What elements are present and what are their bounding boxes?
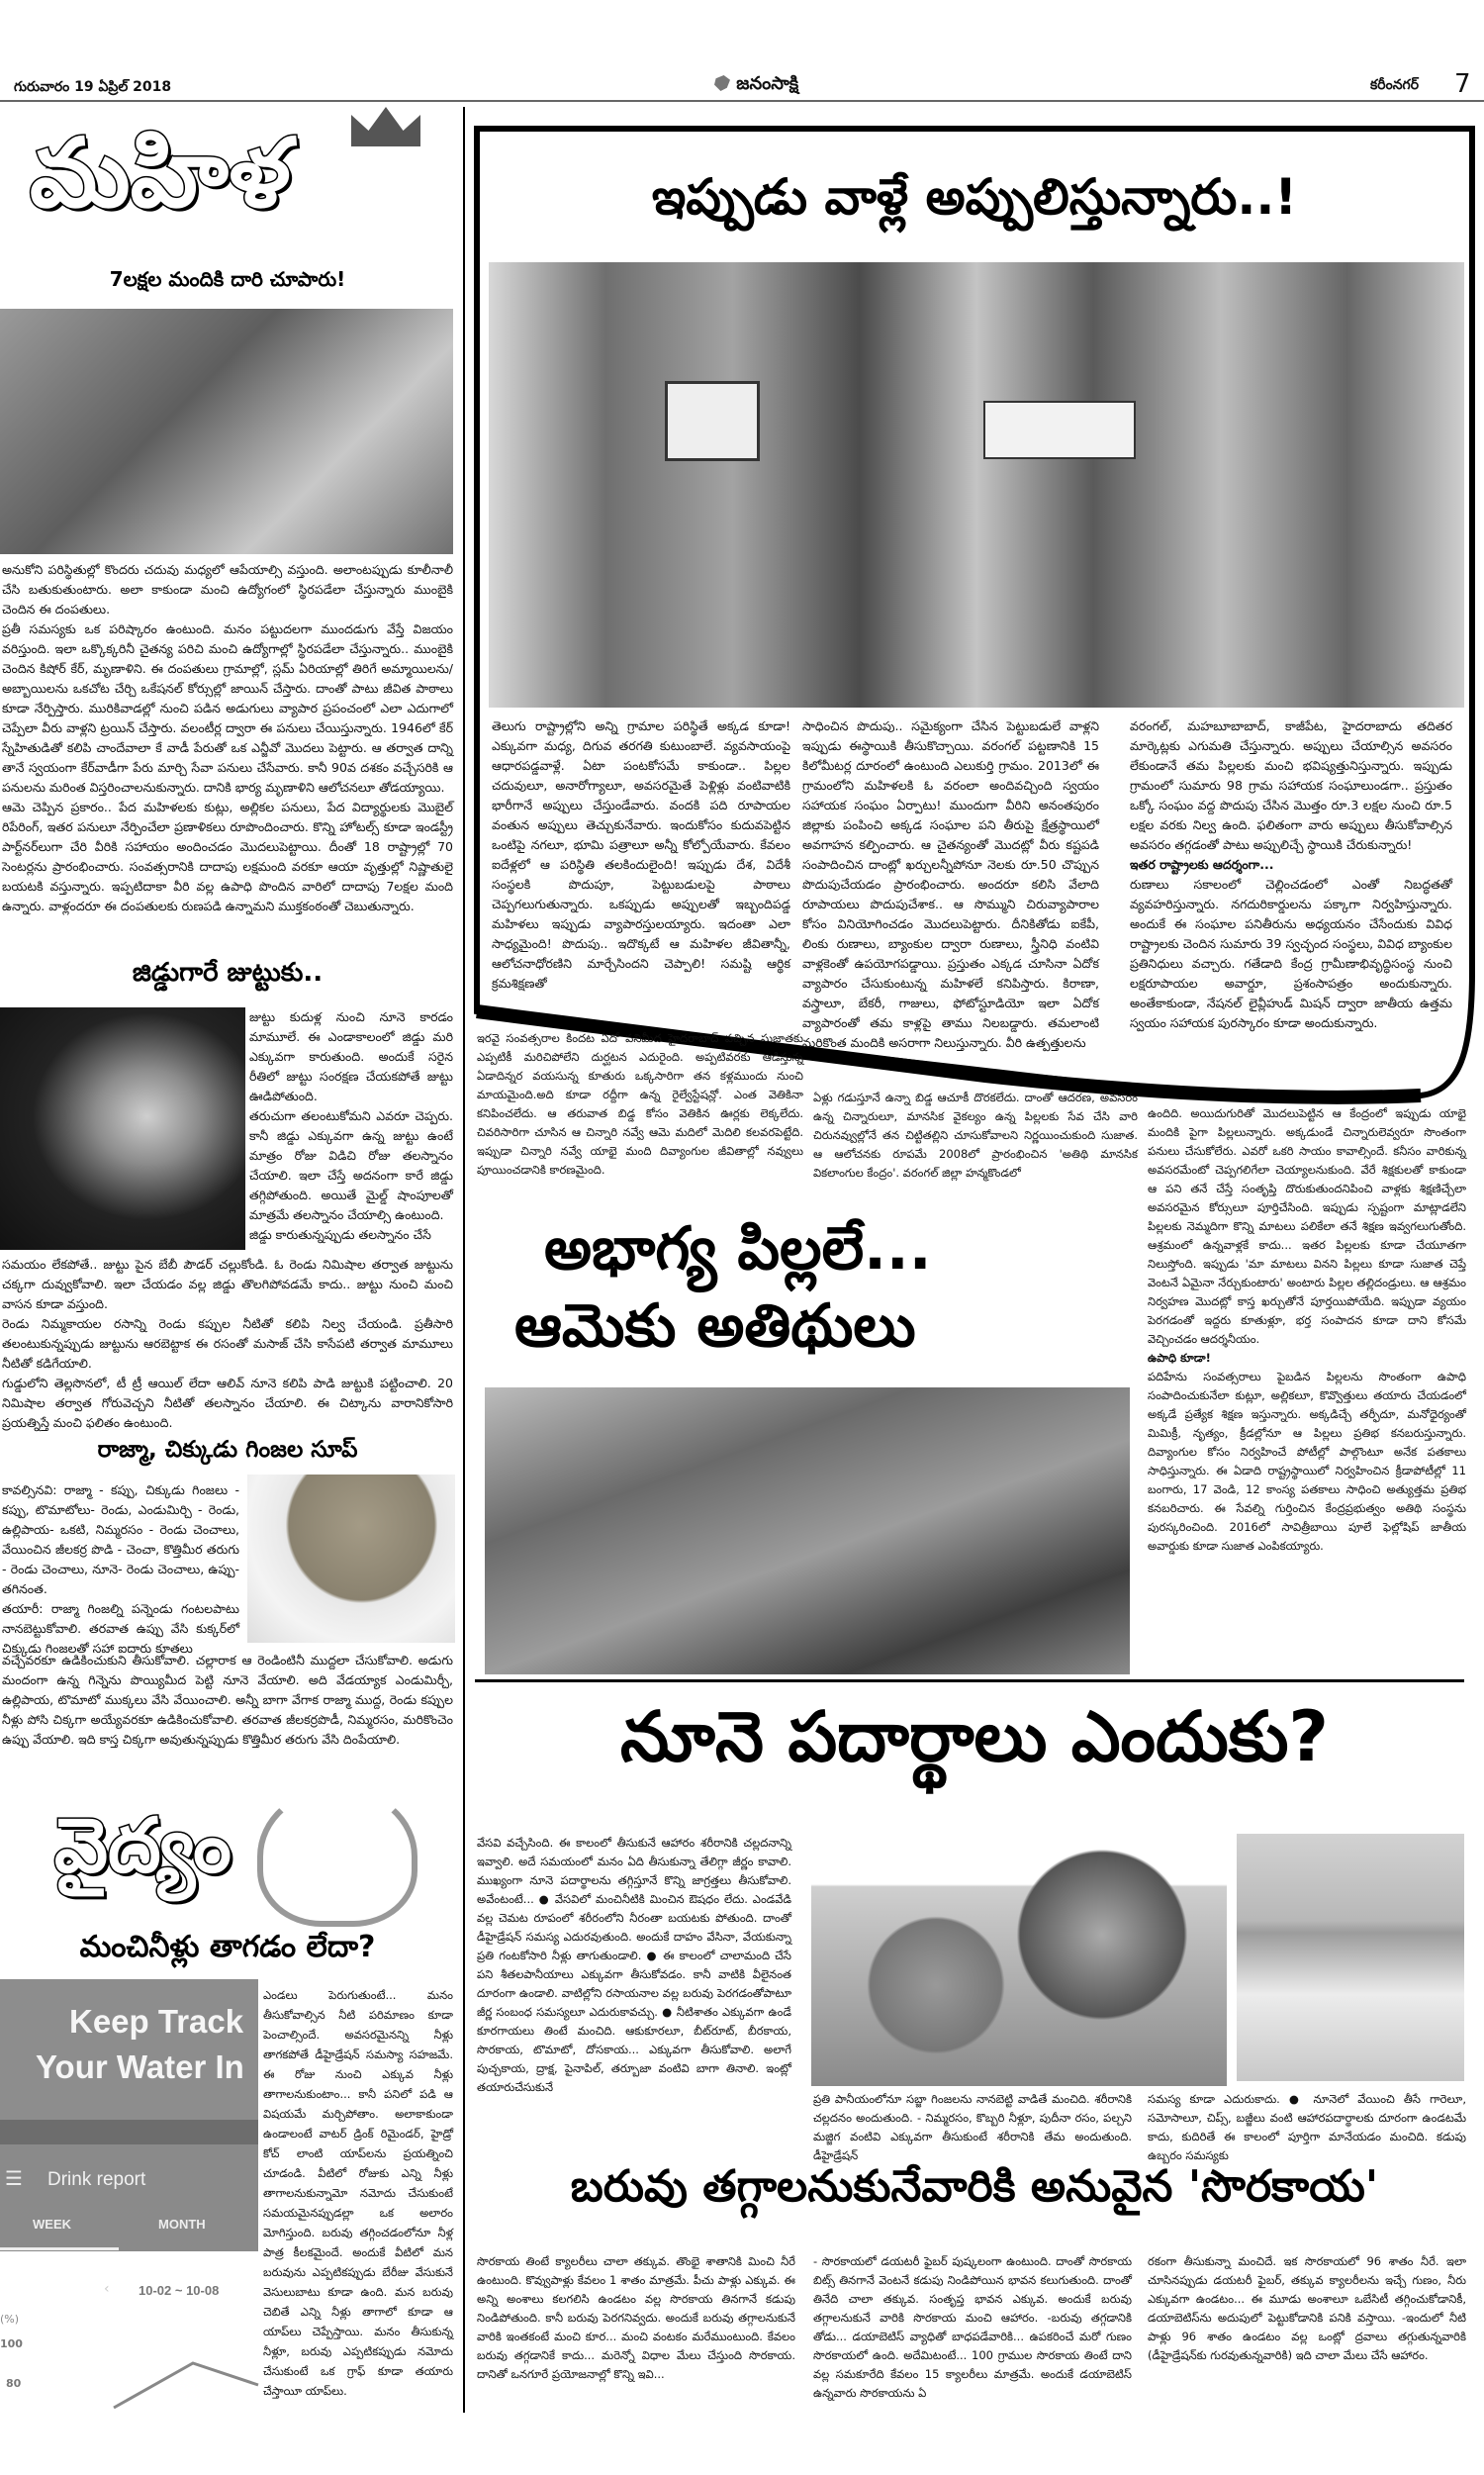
guests-heading-line2: ఆమెకు అతిథులు bbox=[514, 1291, 916, 1361]
guests-col-1: ఇరవై సంవత్సరాల కిందట ఏదో పనిమీద హైదరాబాద్ వచ్చిన సుజాతకు ఎప్పటికీ మరిచిపోలేని దుర్ఘటన ఎదురైంది. అప్పటివరకు ఆడిస్తున్న ఏడాదిన్నర వయసున్న కూతురు ఒక్కసారిగా తన కళ్లముందు నుంచి మాయమైంది.అది కూడా రద్దీగా ఉన్న రైల్వేస్టేషన్లో. ఎంత వెతికినా కనిపించలేదు. ఆ తరువాత బిడ్డ కోసం వెతికిన ఊర్లకు లెక్కలేదు. చివరిసారిగా చూసిన ఆ చిన్నారి నవ్వే ఆమె మదిలో మెదిలి కలవరపెట్టేది. ఇప్పుడా చిన్నారి నవ్వే యాభై మంది దివ్యాంగుల జీవితాల్లో నవ్వులు పూయించడానికి కారణమైంది. bbox=[477, 1031, 803, 1177]
certificate bbox=[665, 381, 760, 461]
loans-subhead: ఇతర రాష్ట్రాలకు ఆదర్శంగా... bbox=[1130, 857, 1274, 872]
hair-side-text: జుట్టు కుదుళ్ల నుంచి నూనె కారడం మామూలే. ఈ ఎండాకాలంలో జిడ్డు మరి ఎక్కువగా కారుతుంది. అందుకే సరైన రీతిలో జుట్టు సంరక్షణ చేయకపోతే జుట్టు ఊడిపోతుంది. తరుచుగా తలంటుకోమని ఎవరూ చెప్పరు. కానీ జిడ్డు ఎక్కువగా ఉన్న జుట్టు ఉంటే మాత్రం రోజు విడిచి రోజు తలస్నానం చేయాలి. ఇలా చేస్తే అదనంగా కారే జిడ్డు తగ్గిపోతుంది. అయితే మైల్డ్ షాంపూలతో మాత్రమే తలస్నానం చేయాల్సి ఉంటుంది. జిడ్డు కారుతున్నప్పుడు తలస్నానం చేసే bbox=[249, 1009, 453, 1242]
water-article-body: ఎండలు పెరుగుతుంటే... మనం తీసుకోవాల్సిన నీటి పరిమాణం కూడా పెంచాల్సిందే. అవసరమైనన్ని నీళ్లు తాగకపోతే డీహైడ్రేషన్ సమస్యా సహజమే. ఈ రోజు నుంచి ఎక్కువ నీళ్లు తాగాలనుకుంటాం... కానీ పనిలో పడి ఆ విషయమే మర్చిపోతాం. అలాకాకుండా ఉండాలంటే వాటర్ డ్రింక్ రిమైండర్, హైడ్రో కోచ్ లాంటి యాప్‌లను ప్రయత్నించి చూడండి. వీటిలో రోజుకు ఎన్ని నీళ్లు తాగాలనుకున్నామో నమోదు చేసుకుంటే సమయమైనప్పుడల్లా ఒక అలారం మోగిస్తుంది. బరువు తగ్గించడంలోనూ నీళ్ల పాత్ర కీలకమైందే. అందుకే వీటిలో మన బరువును ఎప్పటికప్పుడు బేరీజు వేసుకునే వెసులుబాటు కూడా ఉంది. మన బరువు చెబితే ఎన్ని నీళ్లు తాగాలో కూడా ఆ యాప్‌లు చెప్పేస్తాయి. మనం తీసుకున్న నీళ్లూ, బరువు ఎప్పటికప్పుడు నమోదు చేసుకుంటే ఒక గ్రాఫ్ కూడా తయారు చేస్తాయీ యాప్‌లు. bbox=[263, 1988, 453, 2398]
oil-heading: నూనె పదార్థాలు ఎందుకు? bbox=[619, 1696, 1330, 1777]
loans-heading: ఇప్పుడు వాళ్లే అప్పులిస్తున్నారు..! bbox=[651, 168, 1298, 226]
drink-line-chart bbox=[0, 2355, 258, 2410]
guests-col-3: ఉందిది. అయిదుగురితో మొదలుపెట్టిన ఆ కేంద్రంలో ఇప్పుడు యాభై మందికి పైగా పిల్లలున్నారు. అక్కడుండే చిన్నారులెవ్వరూ సొంతంగా పనులు చేసుకోలేరు. ఎవరో ఒకరి సాయం కావాల్సిందే. కనీసం వారికున్న అవసరమేంటో చెప్పగలిగేలా చెయ్యాలనుకుంది. వేరే శిక్షకులతో కాకుండా ఆ పని తనే చేస్తే సంతృప్తి దొరుకుతుందనిపించి వాళ్లకు శిక్షణిచ్చేలా అవసరమైన కోర్సులూ పూర్తిచేసింది. ఇప్పుడు స్పష్టంగా మాట్లాడలేని పిల్లలకు నెమ్మదిగా కొన్ని మాటలు పలికేలా తనే శిక్షణ ఇవ్వగలుగుతోంది. ఆశ్రమంలో ఉన్నవాళ్లకే కాదు... ఇతర పిల్లలకు కూడా చేయూతగా నిలుస్తోంది. ఇప్పుడు 'మా మాటలు వినని పిల్లలు కూడా సుజాత చెప్తే వెంటనే ఏమైనా నేర్చుకుంటారు' అంటారు పిల్లల తల్లిదండ్రులు. ఆ ఆశ్రమం నిర్వహణ మొదట్లో కాస్త ఖర్చుతోనే పూర్తయిపోయేది. ఇప్పుడా వ్యయం పెరగడంతో ఇద్దరు కూతుళ్లూ, భర్త సంపాదన కూడా దాని కోసమే వెచ్చించడం ఆదర్శనీయం. ఉపాధి కూడా! పదిహేను సంవత్సరాలు పైబడిన పిల్లలను సొంతంగా ఉపాధి సంపాదించుకునేలా కుట్లూ, అల్లికలూ, కొవ్వొత్తులు తయారు చేయడంలో అక్కడే ప్రత్యేక శిక్షణ ఇస్తున్నారు. అక్కడిచ్చే తర్ఫీదూ, మనోధైర్యంతో మిమిక్రీ, నృత్యం, క్రీడల్లోనూ ఆ పిల్లలు ప్రతిభ కనబరుస్తున్నారు. దివ్యాంగుల కోసం నిర్వహించే పోటీల్లో పాల్గొంటూ అనేక పతకాలు సాధిస్తున్నారు. ఈ ఏడాది రాష్ట్రస్థాయిలో నిర్వహించిన క్రీడాపోటీల్లో 11 బంగారు, 17 వెండి, 12 కాంస్య పతకాలు సాధించి అత్యుత్తమ ప్రతిభ కనబరిచారు. ఈ సేవల్ని గుర్తించిన కేంద్రప్రభుత్వం అతిథి సంస్థను పురస్కరించింది. 2016లో సావిత్రీబాయి పూలే ఫెల్లోషిప్ జాతీయ అవార్డుకు కూడా సుజాత ఎంపికయ్యారు. bbox=[1148, 1106, 1466, 1553]
oil-col-3: సమస్య కూడా ఎదురుకాదు. ● నూనెలో వేయించి తీసే గారెలూ, సమోసాలూ, చిప్స్, బజ్జీలు వంటి ఆహారపదార్థాలకు దూరంగా ఉండటమే కాదు, కుదిరితే ఈ కాలంలో పూర్తిగా మానేయడం మంచిది. కడుపు ఉబ్బరం సమస్యకు bbox=[1148, 2092, 1466, 2162]
loans-col-1: తెలుగు రాష్ట్రాల్లోని అన్ని గ్రామాల పరిస్థితే అక్కడ కూడా! ఎక్కువగా మధ్య, దిగువ తరగతి కుటుంబాలే. వ్యవసాయంపై ఆధారపడ్డవాళ్లే. ఏటా పంటకోసమే కాకుండా.. పిల్లల చదువులూ, అనారోగ్యాలూ, అవసరమైతే పెళ్లిళ్లు వంటివాటికి భారీగానే అప్పులు చేస్తుండేవారు. వందకి పది రూపాయల వంతున అప్పులు తెచ్చుకునేవారు. ఇందుకోసం కుదువపెట్టిన ఒంటిపై నగలూ, భూమి పత్రాలూ అన్నీ కోల్పోయేవారు. కేవలం ఐదేళ్లలో ఆ పరిస్థితి తలకిందులైంది! ఇప్పుడు దేశ, విదేశీ సంస్థలకి పొదుపూ, పెట్టుబడులపై పాఠాలు చెప్పగలుగుతున్నారు. ఒకప్పుడు అప్పులతో ఇబ్బందిపడ్డ మహిళలు ఇప్పుడు వ్యాపారస్తులయ్యారు. ఇదంతా ఎలా సాధ్యమైంది! పొదుపు.. ఇదొక్కటే ఆ మహిళల జీవితాన్నీ, ఆలోచనాధోరణిని మార్చేసిందని చెప్పాలి! సమష్టి ఆర్థిక క్రమశిక్షణతో bbox=[492, 718, 790, 991]
loans-col-3: వరంగల్, మహబూబాబాద్, కాజీపేట, హైదరాబాదు తదితర మార్కెట్లకు ఎగుమతి చేస్తున్నారు. అప్పులు చేయాల్సిన అవసరం లేకుండానే తమ పిల్లలకు మంచి భవిష్యత్తునిస్తున్నారు. ఇప్పుడు గ్రామంలో సుమారు 98 గ్రామ సహాయక సంఘాలుండగా.. ప్రస్తుతం ఒక్కో సంఘం వద్ద పొదుపు చేసిన మొత్తం రూ.3 లక్షల నుంచి రూ.5 లక్షల వరకు నిల్వ ఉంది. ఫలితంగా వారు అప్పులు తీసుకోవాల్సిన అవసరం తగ్గడంతో పాటు అప్పులిచ్చే స్థాయికి చేరుకున్నారు! ఇతర రాష్ట్రాలకు ఆదర్శంగా... రుణాలు సకాలంలో చెల్లించడంలో ఎంతో నిబద్ధతతో వ్యవహరిస్తున్నారు. నగదురికార్డులను పక్కాగా నిర్వహిస్తున్నారు. అందుకే ఈ సంఘాల పనితీరును అధ్యయనం చేసేందుకు వివిధ రాష్ట్రాలకు చెందిన సుమారు 39 స్వచ్ఛంద సంస్థలు, వివిధ బ్యాంకుల ప్రతినిధులు వచ్చారు. గతేడాది కేంద్ర గ్రామీణాభివృద్ధిసంస్థ నుంచి లక్షరూపాయల అవార్డూ, ప్రశంసాపత్రం అందుకున్నారు. అంతేకాకుండా, నేషనల్ లైవ్లీహుడ్ మిషన్ ద్వారా జాతీయ ఉత్తమ స్వయం సహాయక పురస్కారం కూడా అందుకున్నారు. bbox=[1130, 718, 1452, 1030]
gourd-heading: బరువు తగ్గాలనుకునేవారికి అనువైన 'సొరకాయ' bbox=[570, 2161, 1379, 2212]
hair-heading: జిడ్డుగారే జుట్టుకు.. bbox=[132, 958, 324, 988]
section-rule bbox=[475, 1679, 1464, 1682]
cheque bbox=[983, 401, 1136, 459]
woman-hair-photo bbox=[0, 1007, 245, 1250]
oil-col-1: వేసవి వచ్చేసింది. ఈ కాలంలో తీసుకునే ఆహారం శరీరానికి చల్లదనాన్ని ఇవ్వాలి. అదే సమయంలో మనం ఏది తీసుకున్నా తేలిగ్గా జీర్ణం కావాలి. ముఖ్యంగా నూనె పదార్థాలను తగ్గిస్తూనే కొన్ని జాగ్రత్తలు తీసుకోవాలి. అవేంటంటే... ● వేసవిలో మంచినీటికి మించిన ఔషధం లేదు. ఎండవేడి వల్ల చెమట రూపంలో శరీరంలోని నీరంతా బయటకు పోతుంది. దాంతో డీహైడ్రేషన్ సమస్య ఎదురవుతుంది. అందుకే దాహం వేసినా, వేయకున్నా ప్రతి గంటకోసారి నీళ్లు తాగుతుండాలి. ● ఈ కాలంలో చాలామంది చేసే పని శీతలపానీయాలు ఎక్కువగా తీసుకోవడం. కానీ వాటికి వీలైనంత దూరంగా ఉండాలి. వాటిల్లోని రసాయనాల వల్ల బరువు పెరగడంతోపాటూ జీర్ణ సంబంధ సమస్యలూ ఎదురుకావచ్చు. ● నీటిశాతం ఎక్కువగా ఉండే కూరగాయలు తింటే మంచిది. ఆకుకూరలూ, బీట్‌రూట్, బీరకాయ, సొరకాయ, టొమాటో, దోసకాయ... ఎక్కువగా తీసుకోవాలి. అలాగే పుచ్చకాయ, ద్రాక్ష, పైనాపిల్, తర్బూజా వంటివి బాగా తినాలి. ఇంట్లో తయారుచేసుకునే bbox=[477, 1836, 791, 2094]
tab-week[interactable]: WEEK bbox=[33, 2217, 71, 2232]
gourd-col-3: రకంగా తీసుకున్నా మంచిదే. ఇక సొరకాయలో 96 శాతం నీరే. ఇలా చూసినప్పుడు డయటరీ ఫైబర్, తక్కువ క్యాలరీలను ఇచ్చే గుణం, నీరు ఎక్కువగా ఉండటం... ఈ మూడు అంశాలూ ఒబేసిటీ తగ్గించుకోడానికీ, డయాబెటిస్‌ను అదుపులో పెట్టుకోడానికి పనికి వస్తాయి. -ఇందులో నీటి పాళ్లు 96 శాతం ఉండటం వల్ల ఒంట్లో ద్రవాలు తగ్గుతున్నవారికి (డీహైడ్రేషన్‌కు గురవుతున్నవారికి) ఇది చాలా మేలు చేసే ఆహారం. bbox=[1148, 2254, 1466, 2362]
date-range: 10-02 ~ 10-08 bbox=[139, 2283, 220, 2298]
stethoscope-illustration bbox=[257, 1786, 417, 1927]
y-tick-100: 100 bbox=[0, 2337, 23, 2350]
loans-col-2: సాధించిన పొదుపు.. సమైక్యంగా చేసిన పెట్టుబడులే వాళ్లని ఇప్పుడు ఈస్థాయికి తీసుకొచ్చాయి. వరంగల్ పట్టణానికి 15 కిలోమీటర్ల దూరంలో ఉంటుంది ఎలుకుర్తి గ్రామం. 2013లో ఈ గ్రామంలోని మహిళలకి ఓ వరంలా అందివచ్చింది స్వయం సహాయక సంఘం ఏర్పాటు! ముందుగా వీరిని అనంతపురం జిల్లాకు పంపించి అక్కడ సంఘాల పని తీరుపై క్షేత్రస్థాయిలో అవగాహన కల్పించారు. ఆ చైతన్యంతో మొదట్లో వీరు కష్టపడి సంపాదించిన దాంట్లో ఖర్చులన్నీపోనూ నెలకు రూ.50 చొప్పున పొదుపుచేయడం ప్రారంభించారు. అందరూ కలిసి వేలాది రూపాయలు పొదుపుచేశాక.. ఆ సొమ్ముని చిరువ్యాపారాల కోసం వినియోగించడం మొదలుపెట్టారు. దీనికితోడు ఐకేపీ, లింకు రుణాలు, బ్యాంకుల ద్వారా రుణాలు, స్త్రీనిధి వంటివి వాళ్లకెంతో ఉపయోగపడ్డాయి. ప్రస్తుతం ఎక్కడ చూసినా ఏదోక వ్యాపారం చేసుకుంటున్న మహిళలే కనిపిస్తారు. కిరాణా, వస్త్రాలూ, బేకరీ, గాజులు, ఫోటోస్టూడియో ఇలా ఏదోక వ్యాపారంతో తమ కాళ్లపై తాము నిలబడ్డారు. తమలాంటి మరికొంత మందికి అసరాగా నిలుస్తున్నారు. వీరి ఉత్పత్తులను bbox=[802, 718, 1099, 1050]
soup-heading: రాజ్మా, చిక్కుడు గింజల సూప్ bbox=[97, 1437, 358, 1463]
prev-arrow-icon[interactable]: ‹ bbox=[104, 2281, 110, 2297]
soup-method-text: వచ్చేవరకూ ఉడికించుకుని తీసుకోవాలి. చల్లారాక ఆ రెండింటినీ ముద్దలా చేసుకోవాలి. అడుగు మందంగా ఉన్న గిన్నెను పొయ్యిమీద పెట్టి నూనె వేయాలి. అది వేడయ్యాక ఎండుమిర్చీ, ఉల్లిపాయ, టొమాటో ముక్కలు వేసి వేయించాలి. అన్నీ బాగా వేగాక రాజ్మా ముద్ద, రెండు కప్పుల నీళ్లు పోసి చిక్కగా అయ్యేవరకూ ఉడికించుకోవాలి. తరవాత జీలకర్రపొడీ, నిమ్మరసం, మరికొంచెం ఉప్పు వేయాలి. ఇది కాస్త చిక్కగా అవుతున్నప్పుడు కొత్తిమీర తరుగు వేసి దింపేయాలి. bbox=[2, 1653, 453, 1747]
app-toolbar bbox=[0, 2144, 258, 2251]
gourd-col-2: - సొరకాయలో డయటరీ ఫైబర్ పుష్కలంగా ఉంటుంది. దాంతో సొరకాయ బిట్స్ తినగానే వెంటనే కడుపు నిండిపోయిన భావన కలుగుతుంది. దాంతో తినేది చాలా తక్కువ. సంతృప్త భావన ఎక్కువ. అందుకే బరువు తగ్గాలనుకునే వారికి సొరకాయ మంచి ఆహారం. -బరువు తగ్గడానికి తోడు... డయాబెటిస్ వ్యాధితో బాధపడేవారికి... ఉపకరించే మరో గుణం సొరకాయలో ఉంది. అదేమిటంటే... 100 గ్రాముల సొరకాయ తింటే దాని వల్ల సమకూరేది కేవలం 15 క్యాలరీలు మాత్రమే. అందుకే డయాబెటిస్ ఉన్నవారు సొరకాయను ఏ bbox=[813, 2254, 1132, 2400]
soup-side-text: కావల్సినవి: రాజ్మా - కప్పు, చిక్కుడు గింజలు - కప్పు, టొమాటోలు- రెండు, ఎండుమిర్చి - రెండు, ఉల్లిపాయ- ఒకటి, నిమ్మరసం - రెండు చెంచాలు, వేయించిన జీలకర్ర పొడి - చెంచా, కొత్తిమీర తరుగు - రెండు చెంచాలు, నూనె- రెండు చెంచాలు, ఉప్పు-తగినంత. తయారీ: రాజ్మా గింజల్ని పన్నెండు గంటలపాటు నానబెట్టుకోవాలి. తరవాత ఉప్పు వేసి కుక్కర్‌లో చిక్కుడు గింజలతో సహా ఐదారు కూతలు bbox=[2, 1482, 239, 1656]
newspaper-logo bbox=[714, 73, 798, 98]
mahila-article-body: అనుకోని పరిస్థితుల్లో కొందరు చదువు మధ్యలో ఆపేయాల్సి వస్తుంది. అలాంటప్పుడు కూలీనాలీ చేసి బతుకుతుంటారు. అలా కాకుండా మంచి ఉద్యోగంలో స్థిరపడేలా చేస్తున్నారు ముంబైకి చెందిన ఈ దంపతులు. ప్రతీ సమస్యకు ఒక పరిష్కారం ఉంటుంది. మనం పట్టుదలగా ముందడుగు వేస్తే విజయం వరిస్తుంది. ఇలా ఒక్కొక్కరినీ చైతన్య పరిచి మంచి ఉద్యోగాల్లో స్థిరపడేలా చేస్తున్నారు.. ముంబైకి చెందిన కిషోర్ కేర్, మృణాళిని. ఈ దంపతులు గ్రామాల్లో, స్లమ్ ఏరియాల్లో తిరిగే అమ్మాయిలను/ అబ్బాయిలను ఒకచోట చేర్చి ఒకేషనల్ కోర్సుల్లో జాయిన్ చేస్తారు. దాంతో పాటు జీవిత పాఠాలు కూడా నేర్పిస్తారు. మురికివాడల్లో నుంచి పడిన అడుగులు వ్యాపార ప్రపంచంలో ఎలా ఎదుగాలో చెప్పేలా వీరు వాళ్లని ట్రయిన్ చేస్తారు. వలంటీర్ల ద్వారా ఈ పనులు చేయిస్తున్నారు. 1946లో కేర్ స్నేహితుడితో కలిపి చాందేవాలా కే వాడీ పేరుతో ఒక ఎన్జీవో మొదలు పెట్టారు. ఆ తర్వాత దాన్ని తానే స్వయంగా కేర్‌వాడీగా పేరు మార్చి సేవా పనులు చేసేవారు. కానీ 90వ దశకం వచ్చేసరికి ఆ పనులను మరింత విస్తరించాలనుకున్నారు. దానికి భార్య మృణాళిని ఆలోచనలూ తోడయ్యాయి. ఆమె చెప్పిన ప్రకారం.. పేద మహిళలకు కుట్లు, అల్లికల పనులు, పేద విద్యార్థులకు మొబైల్ రిపేరింగ్, ఇతర పనులూ నేర్పించేలా ప్రణాళికలు రూపొందించారు. కొన్ని హోటల్స్ కూడా ఇండస్ట్రీ పార్ట్‌నర్‌లుగా చేరి వీరికి సహాయం అందించడం మొదలుపెట్టాయి. దీంతో 18 రాష్ట్రాల్లో 70 సెంటర్లను ప్రారంభించారు. సంవత్సరానికి దాదాపు లక్షమంది వరకూ ఆయా వృత్తుల్లో నిష్ణాతులై బయటకి వస్తున్నారు. ఇప్పటిదాకా వీరి వల్ల ఉపాధి పొందిన వారిలో దాదాపు 7లక్షల మంది ఉన్నారు. వాళ్లందరూ ఈ దంపతులకు రుణపడి ఉన్నామని ముక్తకంఠంతో చెబుతున్నారు. bbox=[2, 562, 453, 913]
logo-text: జనంసాక్షి bbox=[736, 73, 799, 94]
app-title-line1: Keep Track bbox=[69, 2003, 244, 2040]
beach-woman-photo bbox=[1237, 1834, 1464, 2081]
couple-photo bbox=[0, 309, 453, 554]
masthead bbox=[0, 69, 1484, 101]
crown-icon bbox=[351, 107, 420, 146]
water-app-screenshot bbox=[0, 1979, 258, 2410]
tab-month[interactable]: MONTH bbox=[158, 2217, 206, 2232]
edition-name: కరీంనగర్ bbox=[1370, 77, 1419, 93]
hair-full-text: సమయం లేకపోతే.. జుట్టు పైన బేబీ పౌడర్ చల్లుకోండి. ఓ రెండు నిమిషాల తర్వాత జుట్టును చక్కగా దువ్వుకోవాలి. ఇలా చేయడం వల్ల జిడ్డు తొలగిపోవడమే కాదు.. జుట్టు నుంచి మంచి వాసన కూడా వస్తుంది. రెండు నిమ్మకాయల రసాన్ని రెండు కప్పుల నీటితో కలిపి నిల్వ చేయండి. ప్రతీసారి తలంటుకున్నప్పుడు జుట్టును ఆరబెట్టాక ఈ రసంతో మసాజ్ చేసి కాసేపటి తర్వాత మామూలు నీటితో కడిగేయాలి. గుడ్డులోని తెల్లసొనలో, టీ ట్రీ ఆయిల్ లేదా ఆలివ్ నూనె కలిపి పాడి జుట్టుకి పట్టించాలి. 20 నిమిషాల తర్వాత గోరువెచ్చని నీటితో తలస్నానం చేయాలి. ఈ చిట్కాను వారానికోసారి ప్రయత్నిస్తే మంచి ఫలితం ఉంటుంది. bbox=[2, 1257, 453, 1430]
children-photo bbox=[485, 1387, 1130, 1674]
gourd-col-1: సొరకాయ తింటే క్యాలరీలు చాలా తక్కువ. తొంభై శాతానికి మించి నీరే ఉంటుంది. కొవ్వుపాళ్లు కేవలం 1 శాతం మాత్రమే. పీచు పాళ్లు ఎక్కువ. ఈ అన్ని అంశాలు కలగలిసి ఉండటం వల్ల సొరకాయ తినగానే కడుపు నిండిపోతుంది. కానీ బరువు పెరగనివ్వదు. అందుకే బరువు తగ్గాలనుకునే వారికి ఇంతకంటే మంచి కూర... మంచి వంటకం మరేముంటుంది. కేవలం బరువు తగ్గడానికే కాదు... మరెన్నో విధాల మేలు చేస్తుంది సొరకాయ. దానితో ఒనగూరే ప్రయోజనాల్లో కొన్ని ఇవి... bbox=[477, 2254, 795, 2381]
column-divider bbox=[463, 107, 465, 2413]
app-title-line2: Your Water In bbox=[36, 2048, 244, 2085]
vaidyam-heading: మంచినీళ్లు తాగడం లేదా? bbox=[79, 1930, 376, 1964]
y-axis-unit: (%) bbox=[0, 2313, 20, 2326]
toolbar-title: Drink report bbox=[47, 2169, 146, 2190]
women-group-photo bbox=[489, 262, 1464, 708]
guests-col-2: ఏళ్లు గడుస్తూనే ఉన్నా బిడ్డ ఆచూకీ దొరకలేదు. దాంతో ఆదరణ, అవసరం ఉన్న చిన్నారులూ, మానసిక వైకల్యం ఉన్న పిల్లలకు సేవ చేసి వారి చిరునవ్వుల్లోనే తన చిట్టితల్లిని చూసుకోవాలని నిర్ణయించుకుంది సుజాత. ఆ ఆలోచనకు రూపమే 2008లో ప్రారంభించిన 'అతిథి మానసిక వికలాంగుల కేంద్రం'. వరంగల్ జిల్లా హన్మకొండలో bbox=[813, 1091, 1138, 1180]
mahila-section-logo: మహిళ bbox=[30, 118, 291, 229]
guests-heading-line1: అభాగ్య పిల్లలే... bbox=[544, 1214, 932, 1284]
mahila-subheading: 7లక్షల మందికి దారి చూపారు! bbox=[109, 267, 346, 291]
guests-subhead: ఉపాధి కూడా! bbox=[1148, 1351, 1211, 1365]
page-number: 7 bbox=[1454, 69, 1471, 99]
masthead-rule bbox=[0, 100, 1484, 102]
telangana-map-icon bbox=[714, 75, 730, 91]
vaidyam-section-logo: వైద్యం bbox=[54, 1801, 232, 1889]
active-tab-indicator bbox=[0, 2247, 119, 2250]
y-tick-80: 80 bbox=[6, 2377, 22, 2390]
issue-date: గురువారం 19 ఏప్రిల్ 2018 bbox=[14, 79, 172, 95]
drink-series-line bbox=[114, 2363, 258, 2408]
oil-col-2: ప్రతి పానీయంలోనూ సబ్జా గింజలను నానబెట్టి వాడితే మంచిది. శరీరానికి చల్లదనం అందుతుంది. - నిమ్మరసం, కొబ్బరి నీళ్లూ, పుదీనా రసం, పల్చని మజ్జిగ వంటివి ఎక్కువగా తీసుకుంటే శరీరానికి తేమ అందుతుంది. డీహైడ్రేషన్ bbox=[813, 2092, 1132, 2162]
hamburger-menu-icon[interactable]: ☰ bbox=[5, 2166, 23, 2190]
soup-bowl-photo bbox=[247, 1475, 455, 1643]
fruits-photo bbox=[811, 1834, 1227, 2086]
